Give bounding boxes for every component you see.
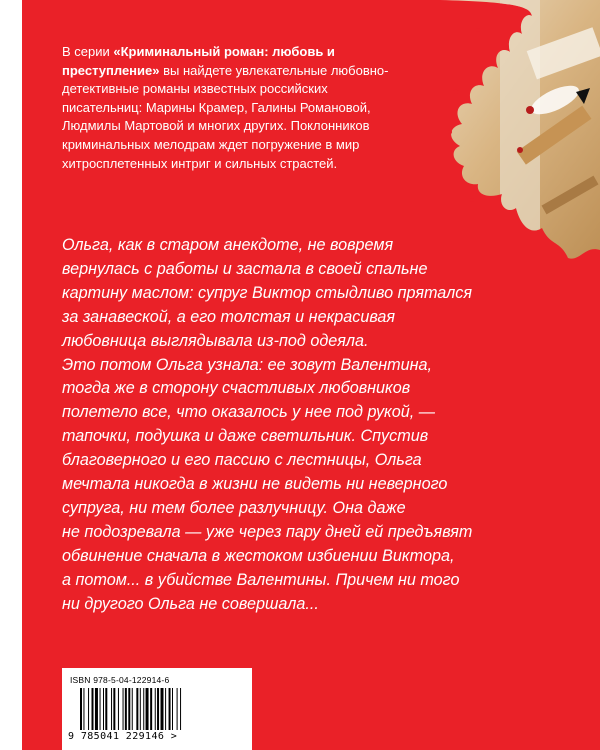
blurb-line: обвинение сначала в жестоком избиении Виктора, [62, 546, 455, 565]
barcode-bar [146, 688, 149, 730]
barcode-bar [88, 688, 89, 730]
barcode-bar [140, 688, 141, 730]
barcode-bar [150, 688, 152, 730]
barcode-bar [169, 688, 171, 730]
barcode-bar [113, 688, 115, 730]
blurb-line: картину маслом: супруг Виктор стыдливо прятался [62, 283, 472, 302]
isbn-label: ISBN 978-5-04-122914-6 [70, 675, 170, 685]
series-description [62, 43, 407, 173]
barcode-bar [92, 688, 94, 730]
barcode-bar [95, 688, 98, 730]
blurb-line: любовница выглядывала из-под одеяла. [62, 331, 369, 350]
barcode-bar [123, 688, 124, 730]
barcode-bar [172, 688, 173, 730]
barcode-bar [136, 688, 138, 730]
barcode-bars [80, 688, 230, 730]
barcode-bar [165, 688, 166, 730]
blurb-line: благоверного и его пассию с лестницы, Ольга [62, 451, 422, 470]
barcode-bar [100, 688, 101, 730]
series-rest: вы найдете увлекательные любовно-детективные романы известных российских писательниц: Марины Крамер, Галины Романовой, Людмилы Мартовой и многих других. Поклонников криминальных мелодрам ждет погружение в мир хитросплетенных интриг и сильных страстей. [62, 62, 389, 171]
barcode-bar [155, 688, 156, 730]
blurb-line: тапочки, подушка и даже светильник. Спустив [62, 427, 429, 446]
barcode-bar [83, 688, 84, 730]
blurb-line: за занавеской, а его толстая и некрасивая [62, 307, 396, 326]
blurb-line: мечтала никогда в жизни не видеть ни неверного [62, 475, 448, 494]
red-cover-panel [22, 0, 600, 750]
barcode-bar [177, 688, 178, 730]
barcode-bar [103, 688, 104, 730]
book-blurb [62, 234, 532, 617]
barcode-bar [128, 688, 130, 730]
blurb-line: тогда же в сторону счастливых любовников [62, 379, 411, 398]
blurb-line: супруга, ни тем более разлучницу. Она даже [62, 498, 406, 517]
blurb-line: Ольга, как в старом анекдоте, не вовремя [62, 236, 394, 254]
series-name: «Криминальный роман: любовь и преступление» [62, 44, 335, 78]
series-intro: В серии [62, 44, 114, 59]
blurb-line: ни другого Ольга не совершала... [62, 594, 319, 613]
barcode-bar [132, 688, 133, 730]
barcode-bar [105, 688, 107, 730]
barcode-bar [157, 688, 159, 730]
blurb-line: полетело все, что оказалось у нее под рукой, — [62, 403, 435, 422]
blurb-line: не подозревала — уже через пару дней ей предъявят [62, 522, 473, 541]
barcode-bar [111, 688, 112, 730]
barcode-bar [180, 688, 181, 730]
barcode-bar [118, 688, 119, 730]
barcode-bar [125, 688, 127, 730]
barcode-bar [161, 688, 164, 730]
blurb-line: Это потом Ольга узнала: ее зовут Валентина, [62, 355, 433, 374]
blurb-line: а потом... в убийстве Валентины. Причем ни того [62, 570, 460, 589]
blurb-line: вернулась с работы и застала в своей спальне [62, 259, 428, 278]
barcode-bar [143, 688, 144, 730]
barcode-bar [80, 688, 82, 730]
barcode-panel [62, 668, 252, 750]
ean-digits: 9 785041 229146 > [68, 731, 178, 742]
